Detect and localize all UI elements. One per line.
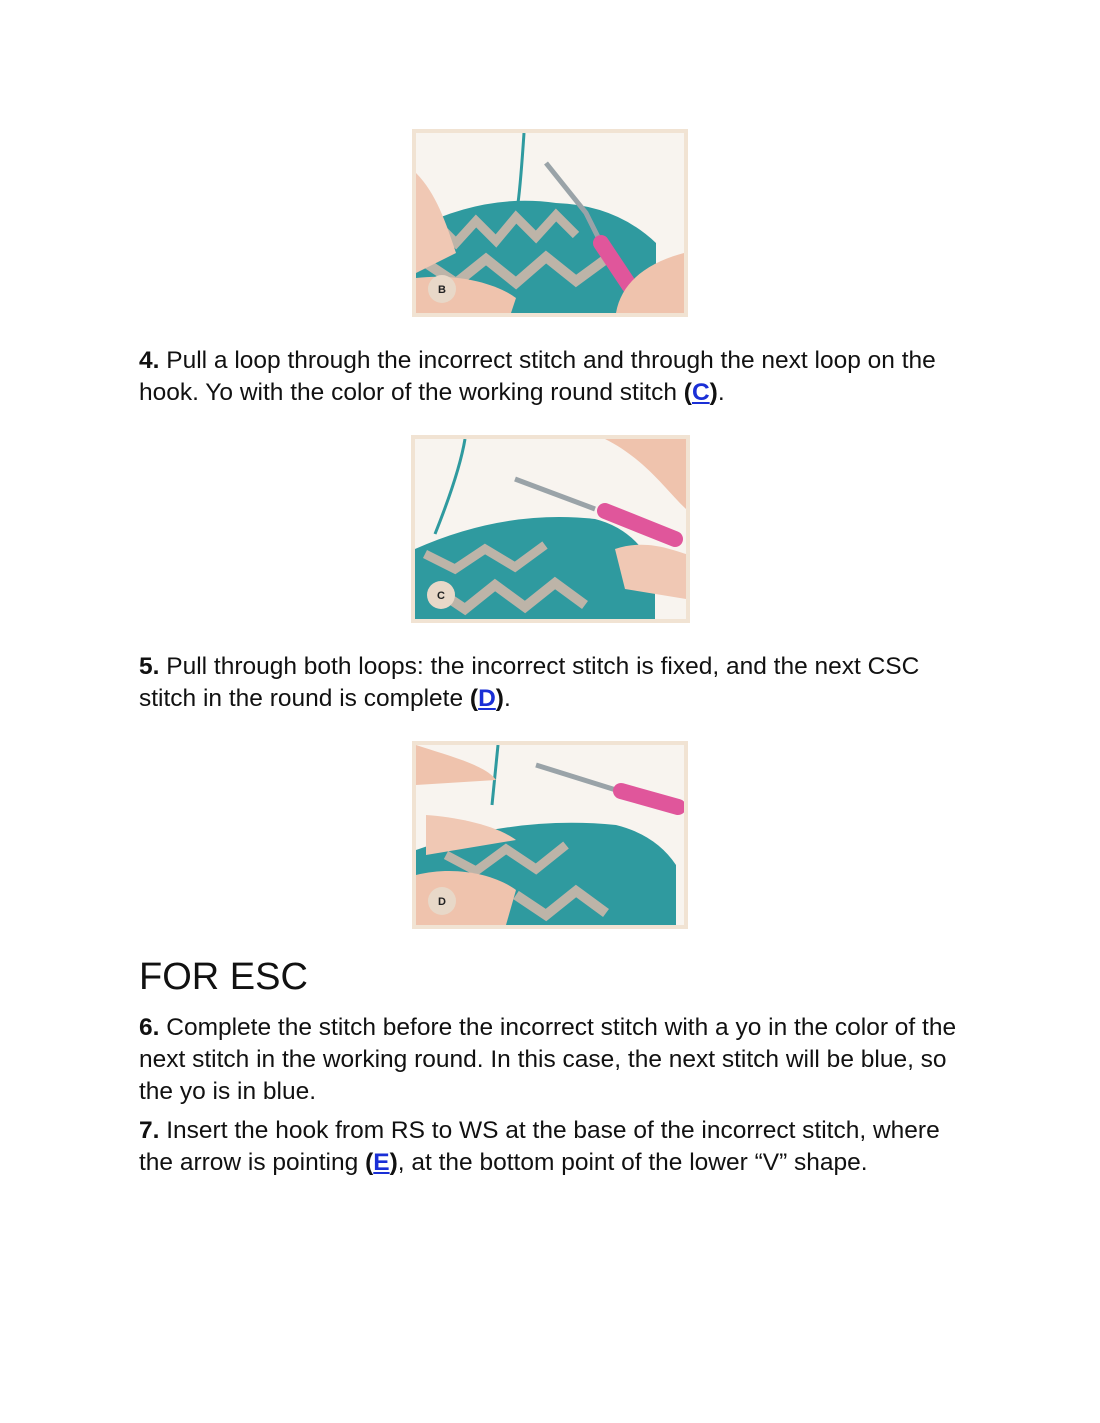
step-5-end: . <box>503 685 511 712</box>
photo-label-b: B <box>438 284 446 296</box>
figure-link-d[interactable]: D <box>478 685 496 712</box>
step-7-end: , at the bottom point of the lower “V” shape. <box>397 1149 868 1176</box>
photo-c <box>411 435 690 623</box>
step-4 <box>139 345 969 409</box>
figure-link-c[interactable]: C <box>691 379 710 406</box>
photo-d <box>412 741 688 929</box>
photo-c-illustration <box>415 439 686 619</box>
photo-d-illustration <box>416 745 684 925</box>
photo-label-d: D <box>438 896 446 908</box>
photo-label-c: C <box>437 590 445 602</box>
photo-b-illustration <box>416 133 684 313</box>
step-7 <box>139 1115 969 1179</box>
step-5-number: 5. <box>139 653 160 680</box>
step-6 <box>139 1012 969 1108</box>
step-5 <box>139 651 969 715</box>
section-heading: FOR ESC <box>139 956 308 998</box>
step-4-text: Pull a loop through the incorrect stitch and through the next loop on the hook. Yo with the color of the working round stitch <box>139 347 936 406</box>
step-7-ref: (E) <box>365 1149 398 1176</box>
step-5-ref: (D) <box>469 685 504 712</box>
step-4-ref: (C) <box>683 379 718 406</box>
step-6-number: 6. <box>139 1014 160 1041</box>
figure-link-e[interactable]: E <box>373 1149 390 1176</box>
step-5-text: Pull through both loops: the incorrect stitch is fixed, and the next CSC stitch in the round is complete <box>139 653 920 712</box>
step-6-text: Complete the stitch before the incorrect stitch with a yo in the color of the next stitch in the working round. In this case, the next stitch will be blue, so the yo is in blue. <box>139 1014 957 1105</box>
step-7-number: 7. <box>139 1117 160 1144</box>
photo-b <box>412 129 688 317</box>
step-4-end: . <box>717 379 725 406</box>
step-7-text: Insert the hook from RS to WS at the base of the incorrect stitch, where the arrow is pointing <box>139 1117 940 1176</box>
step-4-number: 4. <box>139 347 160 374</box>
